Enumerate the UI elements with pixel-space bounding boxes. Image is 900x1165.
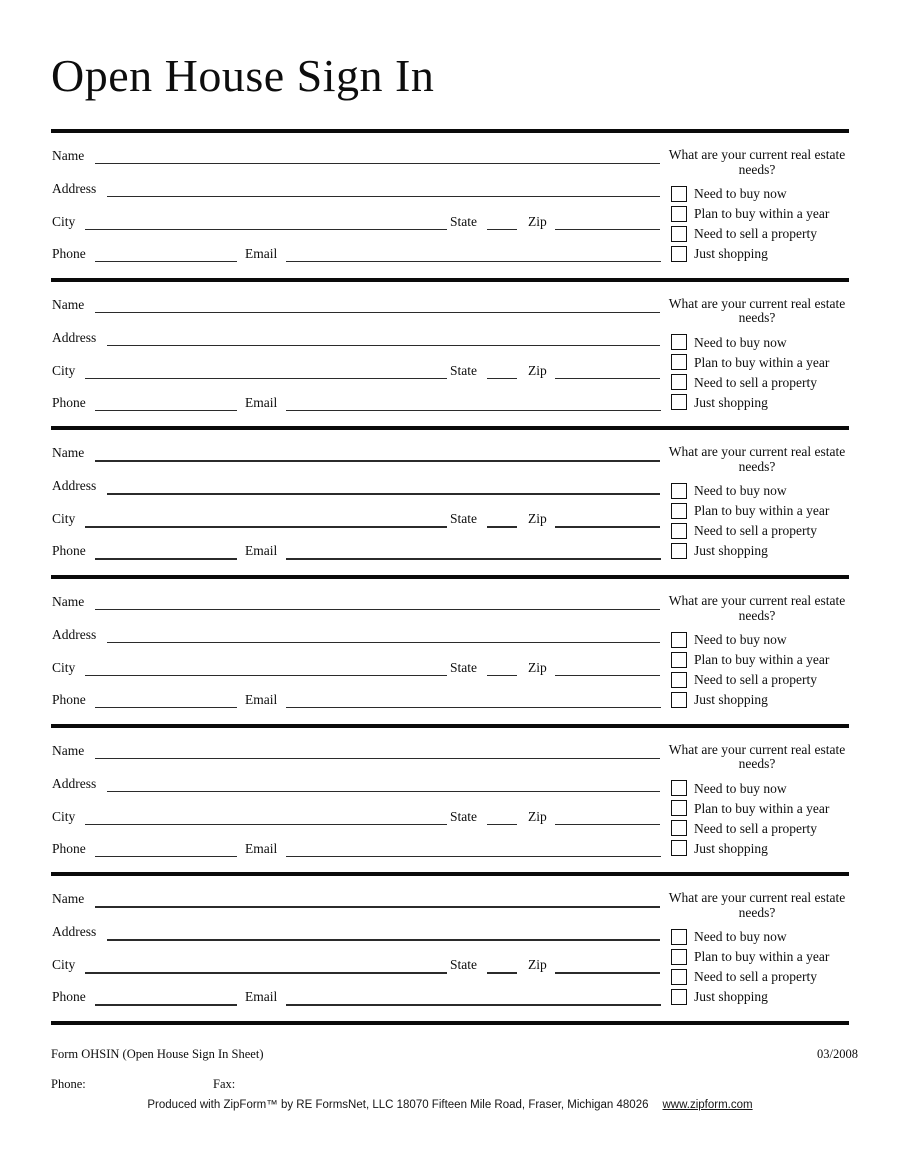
address-field-line bbox=[107, 345, 660, 346]
option-label-need-to-sell-a-property: Need to sell a property bbox=[694, 969, 817, 985]
sign-in-entry-section bbox=[51, 575, 849, 724]
footer-phone-label: Phone: bbox=[51, 1077, 86, 1091]
checkbox-just-shopping bbox=[671, 246, 687, 262]
option-row-need-to-buy-now bbox=[671, 482, 787, 499]
option-row-need-to-sell-a-property bbox=[671, 374, 817, 391]
option-label-plan-to-buy-within-a-year: Plan to buy within a year bbox=[694, 206, 830, 221]
zip-label: Zip bbox=[528, 808, 547, 824]
email-label: Email bbox=[245, 840, 278, 856]
state-field-line bbox=[487, 824, 517, 825]
option-label-plan-to-buy-within-a-year: Plan to buy within a year bbox=[694, 800, 830, 816]
needs-question: What are your current real estate needs? bbox=[668, 147, 846, 177]
city-field-line bbox=[85, 972, 447, 973]
address-field-line bbox=[107, 791, 660, 792]
email-label: Email bbox=[245, 692, 278, 708]
zip-label: Zip bbox=[528, 660, 547, 676]
sign-in-entry-section bbox=[51, 426, 849, 575]
phone-label: Phone bbox=[52, 543, 86, 559]
city-label: City bbox=[52, 660, 76, 676]
name-field-line bbox=[95, 460, 660, 461]
state-field-line bbox=[487, 229, 517, 230]
sign-in-entry-section bbox=[51, 129, 849, 278]
checkbox-just-shopping bbox=[671, 543, 687, 559]
city-field-line bbox=[85, 526, 447, 527]
name-label: Name bbox=[52, 296, 85, 312]
entry-sections bbox=[51, 129, 849, 1025]
section-divider bbox=[51, 426, 849, 430]
state-field-line bbox=[487, 675, 517, 676]
checkbox-need-to-buy-now bbox=[671, 929, 687, 945]
zip-field-line bbox=[555, 824, 660, 825]
option-label-need-to-sell-a-property: Need to sell a property bbox=[694, 226, 817, 241]
phone-field-line bbox=[95, 558, 237, 559]
zipform-link[interactable]: www.zipform.com bbox=[662, 1099, 753, 1111]
option-label-plan-to-buy-within-a-year: Plan to buy within a year bbox=[694, 949, 830, 965]
checkbox-just-shopping bbox=[671, 989, 687, 1005]
needs-question: What are your current real estate needs? bbox=[668, 890, 846, 920]
option-label-plan-to-buy-within-a-year: Plan to buy within a year bbox=[694, 503, 830, 519]
state-field-line bbox=[487, 378, 517, 379]
sign-in-entry-section bbox=[51, 278, 849, 427]
address-field-line bbox=[107, 196, 660, 197]
option-row-just-shopping bbox=[671, 691, 768, 708]
checkbox-need-to-buy-now bbox=[671, 780, 687, 796]
option-label-need-to-buy-now: Need to buy now bbox=[694, 186, 787, 201]
email-field-line bbox=[286, 856, 661, 857]
city-label: City bbox=[52, 957, 76, 973]
address-field-line bbox=[107, 939, 660, 940]
address-label: Address bbox=[52, 924, 97, 940]
option-row-plan-to-buy-within-a-year bbox=[671, 800, 829, 817]
option-row-need-to-sell-a-property bbox=[671, 522, 817, 539]
option-label-need-to-buy-now: Need to buy now bbox=[694, 929, 787, 945]
zip-label: Zip bbox=[528, 957, 547, 973]
state-label: State bbox=[450, 957, 477, 973]
checkbox-plan-to-buy-within-a-year bbox=[671, 354, 687, 370]
city-label: City bbox=[52, 214, 76, 229]
option-label-need-to-buy-now: Need to buy now bbox=[694, 334, 787, 350]
email-field-line bbox=[286, 558, 661, 559]
option-row-need-to-buy-now bbox=[671, 631, 787, 648]
needs-question: What are your current real estate needs? bbox=[668, 741, 846, 772]
email-label: Email bbox=[245, 989, 278, 1005]
city-field-line bbox=[85, 378, 447, 379]
option-label-plan-to-buy-within-a-year: Plan to buy within a year bbox=[694, 354, 830, 370]
state-label: State bbox=[450, 214, 477, 229]
produced-by-line bbox=[0, 1098, 900, 1112]
zip-field-line bbox=[555, 378, 660, 379]
phone-field-line bbox=[95, 707, 237, 708]
checkbox-just-shopping bbox=[671, 394, 687, 410]
option-row-need-to-sell-a-property bbox=[671, 671, 817, 688]
state-field-line bbox=[487, 972, 517, 973]
phone-field-line bbox=[95, 1004, 237, 1005]
address-field-line bbox=[107, 642, 660, 643]
phone-label: Phone bbox=[52, 840, 86, 856]
section-divider bbox=[51, 724, 849, 728]
option-label-just-shopping: Just shopping bbox=[694, 543, 768, 559]
option-label-just-shopping: Just shopping bbox=[694, 840, 768, 856]
option-label-need-to-buy-now: Need to buy now bbox=[694, 483, 787, 499]
option-row-need-to-buy-now bbox=[671, 928, 787, 945]
option-row-just-shopping bbox=[671, 542, 768, 559]
email-field-line bbox=[286, 261, 661, 262]
name-label: Name bbox=[52, 891, 85, 907]
sign-in-entry-section bbox=[51, 724, 849, 873]
produced-by-text: Produced with ZipForm™ by RE FormsNet, LLC 18070 Fifteen Mile Road, Fraser, Michigan 48026 bbox=[147, 1099, 649, 1111]
checkbox-just-shopping bbox=[671, 840, 687, 856]
phone-label: Phone bbox=[52, 692, 86, 708]
checkbox-need-to-buy-now bbox=[671, 483, 687, 499]
option-label-need-to-sell-a-property: Need to sell a property bbox=[694, 523, 817, 539]
option-row-need-to-buy-now bbox=[671, 780, 787, 797]
phone-field-line bbox=[95, 856, 237, 857]
state-field-line bbox=[487, 526, 517, 527]
email-label: Email bbox=[245, 543, 278, 559]
name-field-line bbox=[95, 609, 660, 610]
option-label-need-to-sell-a-property: Need to sell a property bbox=[694, 374, 817, 390]
footer-fax-label: Fax: bbox=[213, 1077, 236, 1091]
address-label: Address bbox=[52, 775, 97, 791]
option-row-just-shopping bbox=[671, 245, 768, 262]
option-row-need-to-sell-a-property bbox=[671, 968, 817, 985]
option-label-plan-to-buy-within-a-year: Plan to buy within a year bbox=[694, 652, 830, 668]
zip-field-line bbox=[555, 526, 660, 527]
zip-label: Zip bbox=[528, 511, 547, 527]
option-row-plan-to-buy-within-a-year bbox=[671, 651, 829, 668]
zip-label: Zip bbox=[528, 362, 547, 378]
option-label-just-shopping: Just shopping bbox=[694, 246, 768, 261]
option-row-need-to-sell-a-property bbox=[671, 225, 817, 242]
checkbox-need-to-buy-now bbox=[671, 334, 687, 350]
page-title: Open House Sign In bbox=[51, 50, 435, 101]
option-label-need-to-sell-a-property: Need to sell a property bbox=[694, 820, 817, 836]
checkbox-plan-to-buy-within-a-year bbox=[671, 503, 687, 519]
option-label-need-to-buy-now: Need to buy now bbox=[694, 632, 787, 648]
checkbox-need-to-sell-a-property bbox=[671, 523, 687, 539]
zip-field-line bbox=[555, 972, 660, 973]
needs-question: What are your current real estate needs? bbox=[668, 593, 846, 623]
option-row-just-shopping bbox=[671, 840, 768, 857]
checkbox-plan-to-buy-within-a-year bbox=[671, 800, 687, 816]
address-field-line bbox=[107, 493, 660, 494]
email-field-line bbox=[286, 707, 661, 708]
address-label: Address bbox=[52, 627, 97, 643]
email-label: Email bbox=[245, 394, 278, 410]
phone-field-line bbox=[95, 410, 237, 411]
state-label: State bbox=[450, 362, 477, 378]
checkbox-need-to-sell-a-property bbox=[671, 226, 687, 242]
checkbox-plan-to-buy-within-a-year bbox=[671, 652, 687, 668]
option-label-just-shopping: Just shopping bbox=[694, 692, 768, 708]
state-label: State bbox=[450, 808, 477, 824]
city-field-line bbox=[85, 229, 447, 230]
option-label-just-shopping: Just shopping bbox=[694, 989, 768, 1005]
checkbox-need-to-buy-now bbox=[671, 632, 687, 648]
section-divider bbox=[51, 575, 849, 579]
name-field-line bbox=[95, 312, 660, 313]
address-label: Address bbox=[52, 329, 97, 345]
phone-field-line bbox=[95, 261, 237, 262]
city-label: City bbox=[52, 511, 76, 527]
checkbox-need-to-sell-a-property bbox=[671, 969, 687, 985]
checkbox-just-shopping bbox=[671, 692, 687, 708]
city-field-line bbox=[85, 675, 447, 676]
option-row-need-to-buy-now bbox=[671, 185, 787, 202]
option-row-plan-to-buy-within-a-year bbox=[671, 354, 829, 371]
section-divider bbox=[51, 278, 849, 282]
phone-label: Phone bbox=[52, 394, 86, 410]
name-field-line bbox=[95, 163, 660, 164]
checkbox-need-to-sell-a-property bbox=[671, 820, 687, 836]
option-row-plan-to-buy-within-a-year bbox=[671, 948, 829, 965]
email-field-line bbox=[286, 1004, 661, 1005]
name-label: Name bbox=[52, 445, 85, 461]
option-row-plan-to-buy-within-a-year bbox=[671, 205, 829, 222]
option-row-need-to-sell-a-property bbox=[671, 820, 817, 837]
option-label-just-shopping: Just shopping bbox=[694, 394, 768, 410]
option-row-need-to-buy-now bbox=[671, 334, 787, 351]
checkbox-plan-to-buy-within-a-year bbox=[671, 206, 687, 222]
name-label: Name bbox=[52, 594, 85, 610]
needs-question: What are your current real estate needs? bbox=[668, 295, 846, 326]
phone-label: Phone bbox=[52, 246, 86, 261]
checkbox-plan-to-buy-within-a-year bbox=[671, 949, 687, 965]
option-label-need-to-buy-now: Need to buy now bbox=[694, 780, 787, 796]
city-label: City bbox=[52, 808, 76, 824]
zip-field-line bbox=[555, 229, 660, 230]
name-label: Name bbox=[52, 148, 85, 163]
email-label: Email bbox=[245, 246, 278, 261]
footer-contact-row bbox=[51, 1076, 858, 1092]
revision-date: 03/2008 bbox=[817, 1047, 858, 1061]
option-label-need-to-sell-a-property: Need to sell a property bbox=[694, 672, 817, 688]
address-label: Address bbox=[52, 181, 97, 196]
checkbox-need-to-sell-a-property bbox=[671, 374, 687, 390]
sign-in-entry-section bbox=[51, 872, 849, 1021]
email-field-line bbox=[286, 410, 661, 411]
footer-form-row bbox=[51, 1046, 858, 1062]
needs-question: What are your current real estate needs? bbox=[668, 444, 846, 474]
option-row-just-shopping bbox=[671, 394, 768, 411]
city-label: City bbox=[52, 362, 76, 378]
city-field-line bbox=[85, 824, 447, 825]
section-divider bbox=[51, 129, 849, 133]
zip-field-line bbox=[555, 675, 660, 676]
bottom-divider bbox=[51, 1021, 849, 1025]
form-id-text: Form OHSIN (Open House Sign In Sheet) bbox=[51, 1047, 264, 1061]
zip-label: Zip bbox=[528, 214, 547, 229]
state-label: State bbox=[450, 511, 477, 527]
checkbox-need-to-buy-now bbox=[671, 186, 687, 202]
phone-label: Phone bbox=[52, 989, 86, 1005]
address-label: Address bbox=[52, 478, 97, 494]
option-row-just-shopping bbox=[671, 988, 768, 1005]
name-field-line bbox=[95, 758, 660, 759]
section-divider bbox=[51, 872, 849, 876]
checkbox-need-to-sell-a-property bbox=[671, 672, 687, 688]
option-row-plan-to-buy-within-a-year bbox=[671, 502, 829, 519]
name-label: Name bbox=[52, 742, 85, 758]
name-field-line bbox=[95, 906, 660, 907]
state-label: State bbox=[450, 660, 477, 676]
